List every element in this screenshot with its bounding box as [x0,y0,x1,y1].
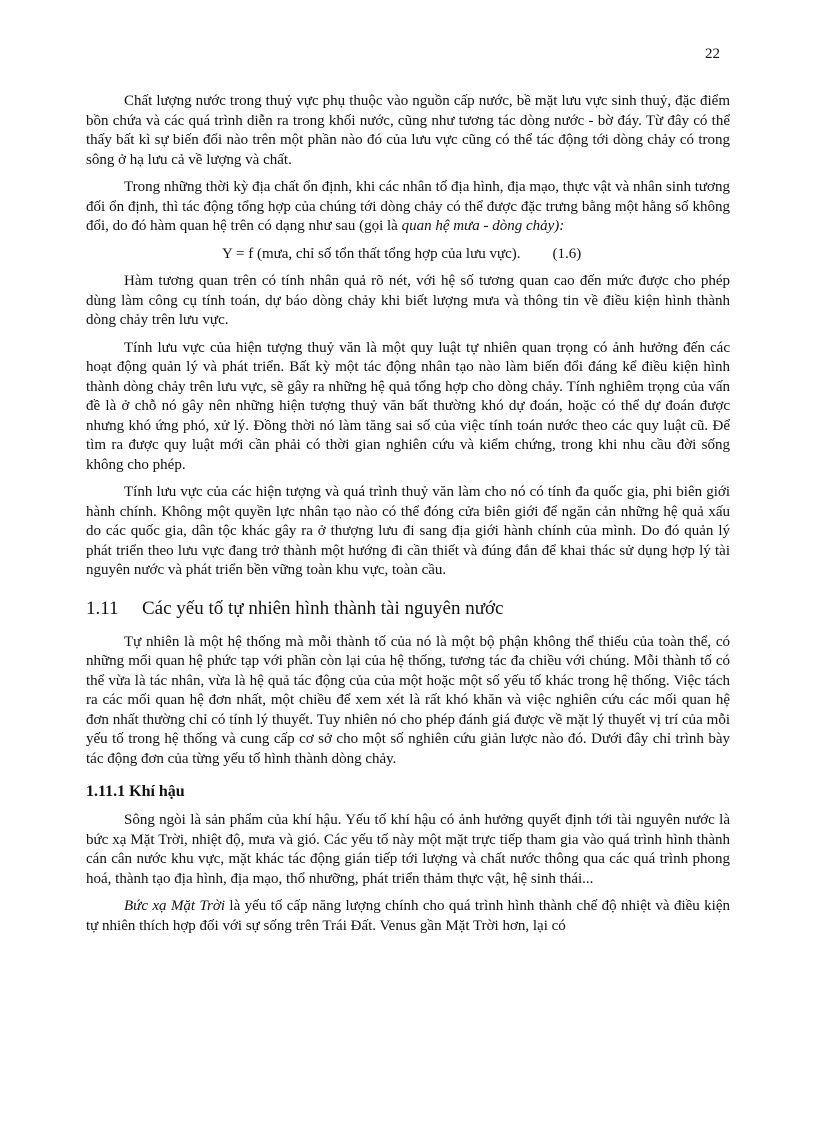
section-number: 1.11 [86,597,119,619]
section-heading-1-11 [86,597,730,621]
paragraph-climate: Sông ngòi là sản phẩm của khí hậu. Yếu tố khí hậu có ảnh hưởng quyết định tới tài nguyên nước là bức xạ Mặt Trời, nhiệt độ, mưa và gió. Các yếu tố này một mặt trực tiếp tham gia vào quá trình hình thành cán cân nước khu vực, mặt khác tác động gián tiếp tới lượng và chất nước thông qua các quá trình phong hoá, thành tạo địa hình, địa mạo, thổ nhưỡng, phát triển thảm thực vật, hệ sinh thái... [86,812,730,887]
italic-term: quan hệ mưa - dòng chảy): [401,218,565,234]
equation-number: (1.6) [552,245,582,262]
section-title: Các yếu tố tự nhiên hình thành tài nguyên nước [142,597,504,619]
paragraph-transboundary: Tính lưu vực của các hiện tượng và quá trình thuỷ văn làm cho nó có tính đa quốc gia, phi biên giới hành chính. Không một quyền lực nhân tạo nào có thể đóng cửa biên giới để ngăn cản những hệ quả xấu do các quốc gia, dân tộc khác gây ra ở thượng lưu đi sang địa giới hành chính của mình. Do đó quản lý phát triển theo lưu vực đang trở thành một hướng đi cần thiết và đúng đắn để khai thác sử dụng hợp lý tài nguyên nước và phát triển bền vững toàn khu vực, toàn cầu. [86,484,730,578]
paragraph-solar-radiation [86,897,730,936]
paragraph-correlation: Hàm tương quan trên có tính nhân quả rõ nét, với hệ số tương quan cao đến mức được cho phép dùng làm công cụ tính toán, dự báo dòng chảy khi biết lượng mưa và thông tin về điều kiện hình thành dòng chảy trên lưu vực. [86,273,730,328]
paragraph-text: là yếu tố cấp năng lượng chính cho quá trình hình thành chế độ nhiệt và điều kiện tự nhiên thích hợp đối với sự sống trên Trái Đất. Venus gần Mặt Trời hơn, lại có [86,898,730,934]
paragraph-text: Trong những thời kỳ địa chất ổn định, khi các nhân tố địa hình, địa mạo, thực vật và nhân sinh tương đối ổn định, thì tác động tổng hợp của chúng tới dòng chảy có thể được đặc trưng bằng một hằng số không đổi, do đó hàm quan hệ trên có dạng như sau (gọi là [86,179,730,234]
paragraph-water-quality: Chất lượng nước trong thuỷ vực phụ thuộc vào nguồn cấp nước, bề mặt lưu vực sinh thuỷ, đặc điểm bồn chứa và các quá trình diễn ra trong khối nước, cũng như tương tác dòng nước - bờ đáy. Từ đây có thể thấy bất kì sự biến đổi nào trên một phần nào đó của lưu vực cũng có thể tác động tới dòng chảy có trong sông ở hạ lưu cả về lượng và chất. [86,93,730,168]
italic-term: Bức xạ Mặt Trời [124,898,226,914]
page-body [86,92,730,944]
formula-1-6 [86,245,730,265]
subsection-heading-climate: 1.11.1 Khí hậu [86,783,185,800]
paragraph-geologic-stability [86,178,730,237]
paragraph-basin-law: Tính lưu vực của hiện tượng thuỷ văn là một quy luật tự nhiên quan trọng có ảnh hưởng đến các hoạt động quản lý và phát triển. Bất kỳ một tác động nhân tạo nào làm biến đổi đáng kể điều kiện hình thành dòng chảy trên lưu vực, sẽ gây ra những hệ quả tổng hợp cho dòng chảy. Tính nghiêm trọng của vấn đề là ở chỗ nó gây nên những hiện tượng thuỷ văn bất thường khó dự đoán, hoặc có thể dự đoán được nhưng khó ứng phó, xử lý. Đồng thời nó làm tăng sai số của việc tính toán nước theo các quy luật cũ. Để tìm ra được quy luật mới cần phải có thời gian nghiên cứu và kiểm chứng, trong khi nhu cầu đời sống không cho phép. [86,339,730,473]
formula-expression: Y = f (mưa, chỉ số tổn thất tổng hợp của lưu vực). [222,245,521,262]
paragraph-natural-system: Tự nhiên là một hệ thống mà mỗi thành tố của nó là một bộ phận không thể thiếu của toàn thể, có những mối quan hệ phức tạp với phần còn lại của hệ thống, tương tác đa chiều với chúng. Mỗi thành tố có thể vừa là tác nhân, vừa là hệ quả tác động của của một hoặc một số yếu tố khác trong hệ thống. Việc tách ra các mối quan hệ đơn nhất, một chiều để xem xét là rất khó khăn và việc nghiên cứu các mối quan hệ đơn nhất thường chỉ có tính lý thuyết. Tuy nhiên nó cho phép đánh giá được về mặt lý thuyết vị trí của mỗi yếu tố trong hệ thống và cung cấp cơ sở cho một số nghiên cứu giản lược nào đó. Dưới đây chỉ trình bày tác động đơn của từng yếu tố hình thành dòng chảy. [86,633,730,767]
page-number: 22 [705,46,720,62]
